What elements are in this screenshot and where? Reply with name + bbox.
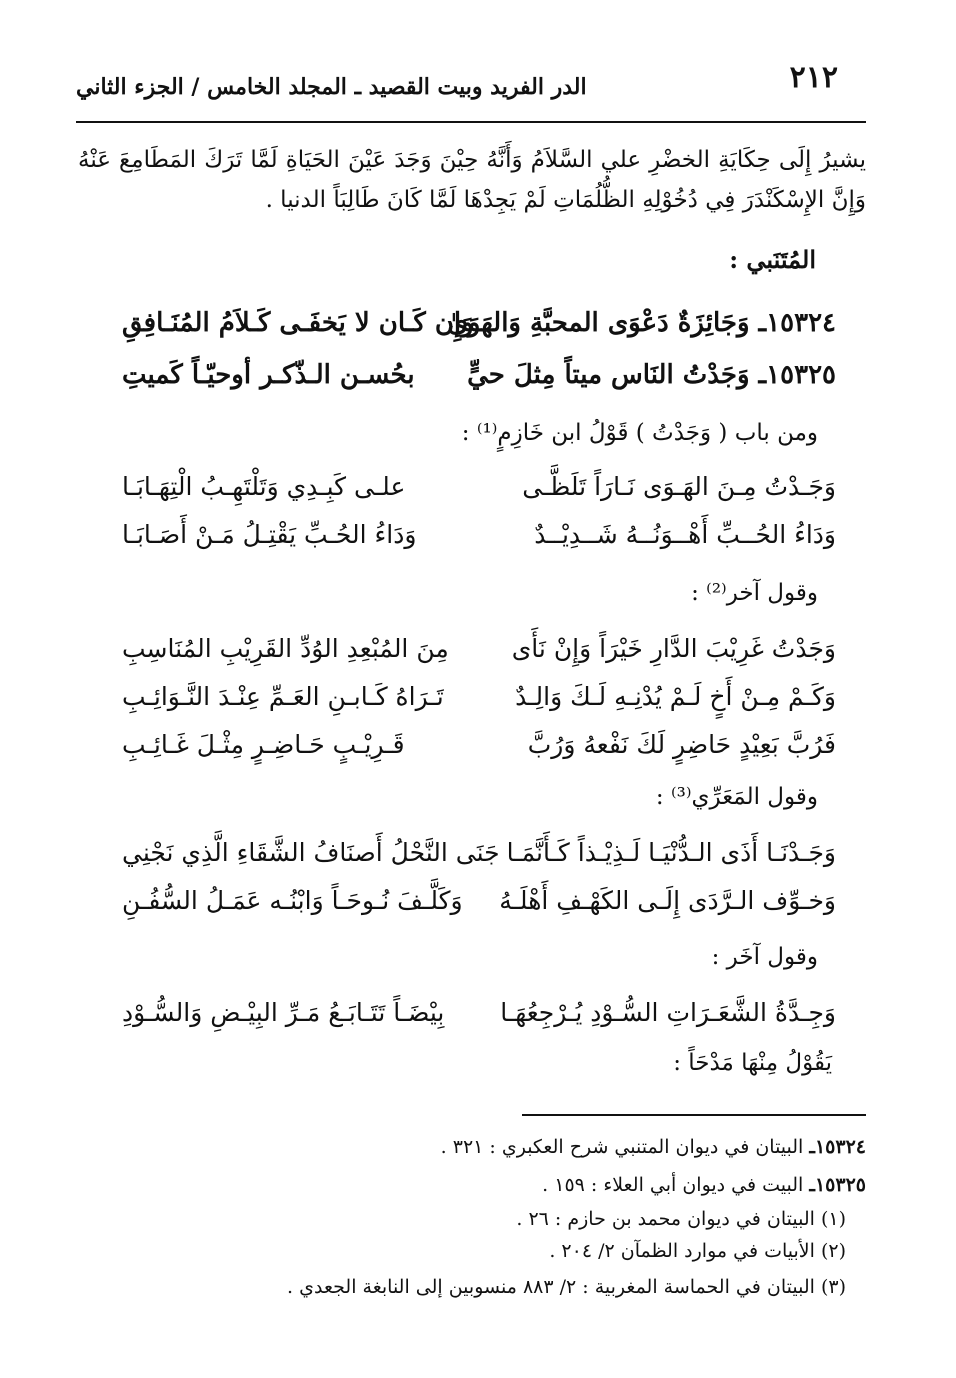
- footnote-text: البيت في ديوان أبي العلاء : ١٥٩ .: [542, 1174, 804, 1196]
- verse-15325-second: بحُسـن الـذّكـر أوحيّـاً كَميتِ: [122, 360, 415, 390]
- footnote-number: (٣): [820, 1276, 846, 1298]
- verse-line: وَجِـدَّةُ الشَّعَـرَاتِ السُّـوْدِ يُـرْجِعُهَـا: [500, 998, 836, 1027]
- verse-line: وَدَاءُ الحُــبِّ أَهْــوَنُــهُ شَــدِيْــدٌ: [534, 520, 836, 549]
- verse-line: بِيْضَـاً تَتَـابَـعُ مَـرِّ البِيْـضِ وَالسُّـوْدِ: [122, 998, 445, 1027]
- verse-15324-second: وَإِن كَـان لا يَخفَـى كَـلاَمُ المُنَـافِقِ: [122, 308, 474, 338]
- footnote-text: البيتان في ديوان محمد بن حازم : ٢٦ .: [516, 1208, 815, 1230]
- footnote-number: ١٥٣٢٤ـ: [809, 1136, 866, 1158]
- footnote-text: البيتان في ديوان المتنبي شرح العكبري : ٣٢١ .: [440, 1136, 804, 1158]
- page-number: ٢١٢: [789, 60, 838, 95]
- verse-line: تَـرَاهُ كَـابـنِ العَـمِّ عِنْـدَ النَّـوَائِـبِ: [122, 682, 444, 711]
- footnote-number: (١): [820, 1208, 846, 1230]
- footnote-2: [549, 1240, 846, 1262]
- verse-line: وَكَلَّـفَ نُـوحَـاً وَابْنُـه عَمَـلُ السُّفُـنِ: [122, 886, 463, 915]
- footnote-3: [287, 1276, 846, 1298]
- verse-line: وَجَـدْنَـا أَذَى الـدُّنْيَـا لَـذِيْـذاً كَـأَنَّمَـا: [506, 838, 836, 867]
- verse-line: وَخـوِّف الـرَّدَى إِلَـى الكَهْـفِ أَهْلَـهُ: [499, 886, 836, 915]
- section-4-intro: وقول آخَر :: [711, 944, 818, 970]
- running-title: الدر الفريد وبيت القصيد ـ المجلد الخامس / الجزء الثاني: [76, 74, 587, 100]
- section-1-intro: ومن باب ( وَجَدْتُ ) قَوْلُ ابن خَازِمٍ⁽¹⁾ :: [461, 420, 818, 446]
- verse-15325-first: ١٥٣٢٥ـ وَجَدْتُ النَاس ميتاً مِثلَ حيٍّ: [467, 360, 836, 390]
- verse-line: وَدَاءُ الحُـبِّ يَقْتِـلُ مَـنْ أَصَـابَـا: [122, 520, 417, 549]
- footnote-1: [516, 1208, 846, 1230]
- header-rule: [76, 121, 866, 123]
- commentary-paragraph: يشيرُ إِلَى حِكَايَةِ الخضْرِ علي السَّلاَمُ وَأَنَّهُ حِيْنَ وَجَدَ عَيْنَ الحَيَاةِ لَمَّا تَرَكَ المَطَامِعَ عَنْهُ وَإِنَّ الإِسْكَنْدَرَ فِي دُخُوْلِهِ الظُّلُمَاتِ لَمْ يَجِدْهَا لَمَّا كَانَ طَالِبَاً الدنيا .: [78, 147, 866, 213]
- footnote-15324: [441, 1136, 866, 1158]
- footnote-text: الأبيات في موارد الظمآن ٢/ ٢٠٤ .: [549, 1240, 815, 1262]
- verse-line: وَجَـدْتُ مِـنَ الهَـوَى نَـارَاً تَلَظَّـى: [522, 472, 836, 501]
- verse-line: قَـرِيْـبٍ حَـاضِـرٍ مِثْـلَ غَـائِـبِ: [122, 730, 405, 759]
- section-3-intro: وقول المَعَرِّي⁽³⁾ :: [655, 784, 818, 810]
- section-2-intro: وقول آخر⁽²⁾ :: [691, 580, 818, 606]
- verse-line: مِنَ المُبْعِدِ الوُدِّ القَرِيْبِ المُنَاسِبِ: [122, 634, 449, 663]
- verse-line: وَكَـمْ مِـنْ أَخٍ لَـمْ يُدْنِـهِ لَـكَ وَالِـدٌ: [515, 682, 836, 711]
- footnote-rule: [522, 1114, 866, 1116]
- verse-line: جَنَى النَّحْلُ أَصنَافُ الشَّقَاءِ الَّذِي نَجْنِي: [122, 838, 500, 867]
- footnote-number: (٢): [820, 1240, 846, 1262]
- verse-line: علـى كَبِـدِي وَتَلْتَهِـبُ الْتِهَـابَـا: [122, 472, 406, 501]
- verse-15324-first: ١٥٣٢٤ـ وَجَائِزَةٌ دَعْوَى المحبَّةِ وَالهَوَىٰ: [447, 308, 836, 338]
- poet-name: المُتَنَبي :: [729, 245, 816, 274]
- verse-line: وَجَدْتُ غَرِيْبَ الدَّارِ خَيْرَاً وَإِنْ نَأَى: [511, 634, 836, 663]
- footnote-15325: [542, 1174, 866, 1196]
- footnote-number: ١٥٣٢٥ـ: [809, 1174, 866, 1196]
- verse-line: فَرُبَّ بَعِيْدٍ حَاضِرٍ لَكَ نَفْعهُ وَرُبَّ: [527, 730, 836, 759]
- closing-line: يَقُوْلُ مِنْهَا مَدْحَاً :: [673, 1050, 832, 1076]
- footnote-text: البيتان في الحماسة المغربية : ٢/ ٨٨٣ منسوبين إلى النابغة الجعدي .: [287, 1276, 815, 1298]
